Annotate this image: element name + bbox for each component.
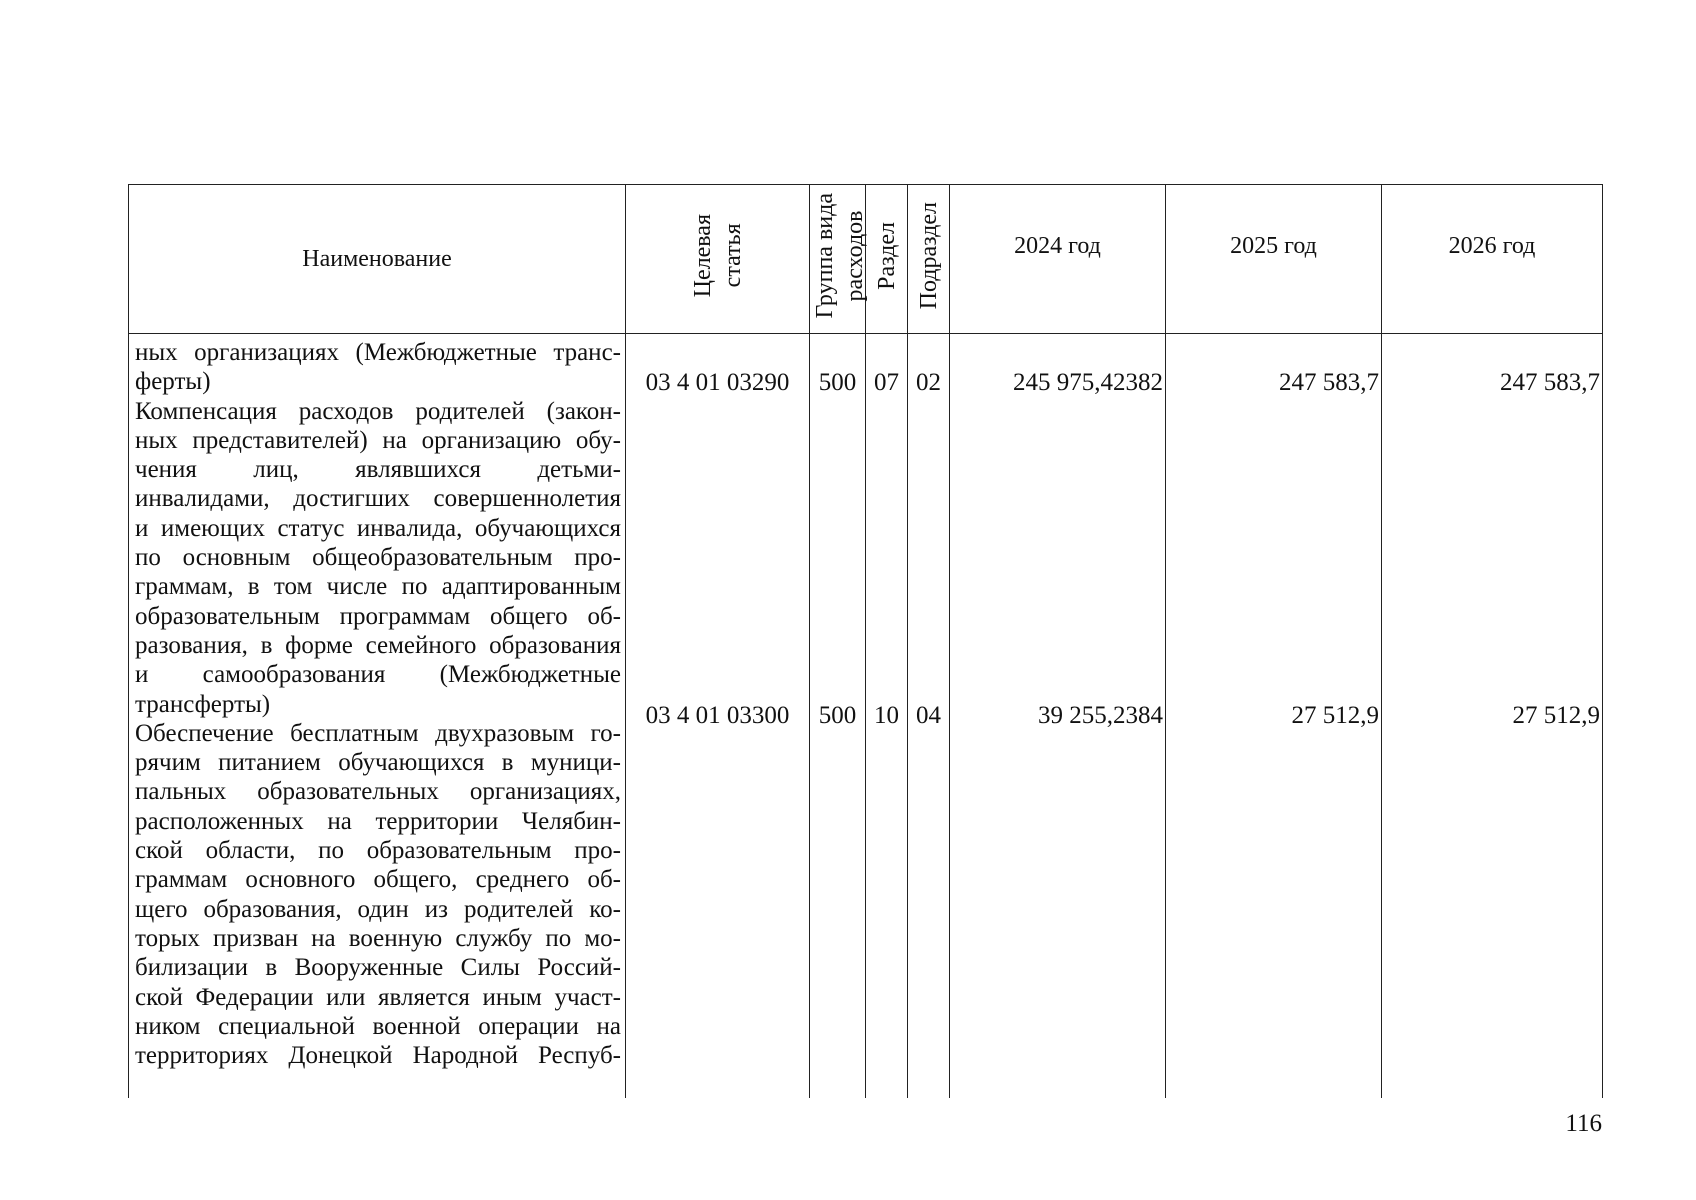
header-2026-label: 2026 год: [1448, 233, 1536, 259]
cell-article: 03 4 01 03290: [645, 369, 790, 396]
header-expense-group-label: Группа вида расходов: [812, 192, 868, 319]
cell-group: 500: [818, 369, 857, 396]
text-line: рячим питанием обучающихся в муници-: [135, 749, 621, 777]
text-line: билизации в Вооруженные Силы Россий-: [135, 954, 621, 982]
text-line: ником специальной военной операции на: [135, 1012, 621, 1040]
text-line: граммам основного общего, среднего об-: [135, 866, 621, 894]
col-target-article: [626, 334, 810, 1099]
text-line: трансферты): [135, 690, 271, 718]
text-line: образовательным программам общего об-: [135, 602, 621, 630]
table-header-row: [129, 185, 1603, 334]
text-line: и имеющих статус инвалида, обучающихся: [135, 514, 621, 542]
header-name-label: Наименование: [302, 245, 452, 272]
header-2024-label: 2024 год: [1014, 233, 1101, 259]
cell-subsection: 02: [916, 369, 941, 396]
text-line: расположенных на территории Челябин-: [135, 807, 621, 835]
text-line: разования, в форме семейного образования: [135, 631, 621, 659]
col-section: [866, 334, 908, 1099]
header-name: [129, 185, 626, 334]
text-line: и самообразования (Межбюджетные: [135, 661, 621, 689]
text-line: ферты): [135, 368, 211, 396]
cell-subsection: 04: [916, 702, 941, 729]
cell-group: 500: [818, 702, 857, 729]
text-line: ской области, по образовательным про-: [135, 837, 621, 865]
table-row: [129, 334, 1603, 1099]
header-target-article: [626, 185, 810, 334]
page-number: 116: [1565, 1110, 1602, 1137]
text-line: торых призван на военную службу по мо-: [135, 924, 621, 952]
header-target-article-label: Целевая статья: [689, 213, 746, 298]
cell-article: 03 4 01 03300: [645, 702, 790, 729]
text-line: ской Федерации или является иным участ-: [135, 983, 621, 1011]
text-line: ных представителей) на организацию обу-: [135, 426, 621, 454]
row-names-cell: [129, 334, 626, 1099]
header-2024: [950, 185, 1166, 334]
cell-2025: 27 512,9: [1291, 702, 1379, 729]
header-subsection: [908, 185, 950, 334]
text-line: Компенсация расходов родителей (закон-: [135, 397, 621, 425]
cell-section: 07: [874, 369, 899, 396]
col-subsection: [908, 334, 950, 1099]
cell-2024: 39 255,2384: [1038, 702, 1163, 729]
text-line: чения лиц, являвшихся детьми-: [135, 456, 621, 484]
text-line: по основным общеобразовательным про-: [135, 544, 621, 572]
text-line: граммам, в том числе по адаптированным: [135, 573, 621, 601]
col-2025: [1166, 334, 1382, 1099]
col-2026: [1382, 334, 1603, 1099]
cell-2026: 27 512,9: [1512, 702, 1600, 729]
header-2026: [1382, 185, 1603, 334]
cell-2024: 245 975,42382: [1013, 369, 1163, 396]
header-2025: [1166, 185, 1382, 334]
text-line: пальных образовательных организациях,: [135, 778, 621, 806]
text-line: территориях Донецкой Народной Респуб-: [135, 1042, 621, 1070]
text-line: щего образования, один из родителей ко-: [135, 895, 621, 923]
cell-section: 10: [874, 702, 899, 729]
col-2024: [950, 334, 1166, 1099]
text-line: Обеспечение бесплатным двухразовым го-: [135, 719, 621, 747]
header-section: [866, 185, 908, 334]
col-expense-group: [810, 334, 866, 1099]
text-line: ных организациях (Межбюджетные транс-: [135, 339, 621, 366]
header-section-label: Раздел: [873, 221, 900, 290]
cell-2026: 247 583,7: [1500, 369, 1600, 396]
cell-2025: 247 583,7: [1279, 369, 1379, 396]
header-subsection-label: Подраздел: [915, 201, 942, 310]
budget-table: [128, 184, 1603, 1098]
header-2025-label: 2025 год: [1230, 233, 1317, 259]
text-line: инвалидами, достигших совершеннолетия: [135, 485, 621, 513]
header-expense-group: [810, 185, 866, 334]
